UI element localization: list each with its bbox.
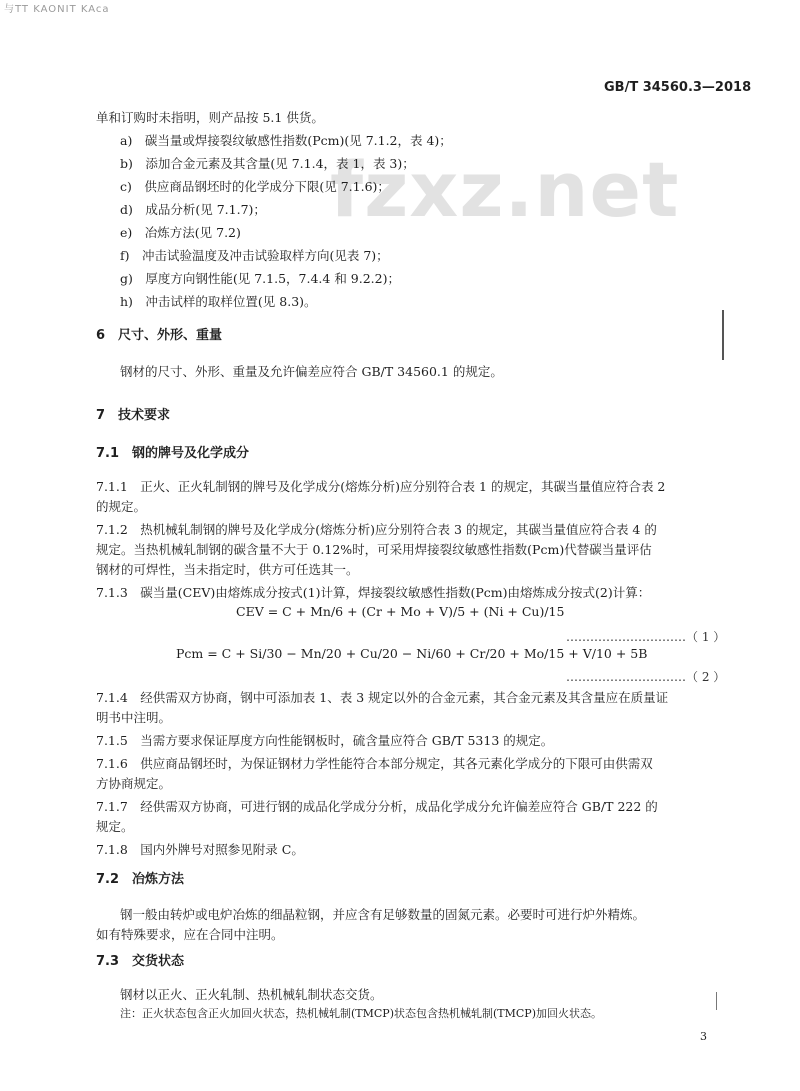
section-7-heading: 7 技术要求: [96, 408, 171, 423]
list-item: f) 冲击试验温度及冲击试验取样方向(见表 7)；: [120, 248, 389, 263]
clause-7-1-6: 7.1.6 供应商品钢坯时，为保证钢材力学性能符合本部分规定，其各元素化学成分的下限可由供需双: [96, 756, 653, 771]
standard-number: GB/T 34560.3—2018: [604, 80, 752, 95]
list-item: b) 添加合金元素及其含量(见 7.1.4，表 1，表 3)；: [120, 156, 415, 171]
formula-2: Pcm = C + Si/30 − Mn/20 + Cu/20 − Ni/60 + Cr/20 + Mo/15 + V/10 + 5B: [176, 646, 648, 661]
list-item: d) 成品分析(见 7.1.7)；: [120, 202, 266, 217]
clause-7-1-1-cont: 的规定。: [96, 499, 147, 514]
site-watermark: fzxz.net: [330, 145, 680, 234]
formula-1: CEV = C + Mn/6 + (Cr + Mo + V)/5 + (Ni + Cu)/15: [236, 604, 565, 619]
clause-7-1-3: 7.1.3 碳当量(CEV)由熔炼成分按式(1)计算，焊接裂纹敏感性指数(Pcm)由熔炼成分按式(2)计算：: [96, 585, 651, 600]
section-7-2-text-cont: 如有特殊要求，应在合同中注明。: [96, 927, 284, 942]
list-item: c) 供应商品钢坯时的化学成分下限(见 7.1.6)；: [120, 179, 390, 194]
formula-2-number: …………………………（ 2 ）: [566, 670, 726, 684]
section-7-2-heading: 7.2 冶炼方法: [96, 872, 185, 887]
clause-7-1-7-cont: 规定。: [96, 819, 134, 834]
section-6-text: 钢材的尺寸、外形、重量及允许偏差应符合 GB/T 34560.1 的规定。: [120, 364, 503, 379]
clause-7-1-2: 7.1.2 热机械轧制钢的牌号及化学成分(熔炼分析)应分别符合表 3 的规定，其碳当量值应符合表 4 的: [96, 522, 657, 537]
section-7-3-heading: 7.3 交货状态: [96, 954, 185, 969]
list-item: g) 厚度方向钢性能(见 7.1.5，7.4.4 和 9.2.2)；: [120, 271, 400, 286]
clause-7-1-2-cont: 规定。当热机械轧制钢的碳含量不大于 0.12%时，可采用焊接裂纹敏感性指数(Pcm)代替碳当量评估: [96, 542, 652, 557]
clause-7-1-8: 7.1.8 国内外牌号对照参见附录 C。: [96, 842, 304, 857]
clause-7-1-6-cont: 方协商规定。: [96, 776, 172, 791]
list-item: e) 冶炼方法(见 7.2): [120, 225, 241, 240]
section-7-2-text: 钢一般由转炉或电炉冶炼的细晶粒钢，并应含有足够数量的固氮元素。必要时可进行炉外精炼。: [120, 907, 646, 922]
clause-7-1-5: 7.1.5 当需方要求保证厚度方向性能钢板时，硫含量应符合 GB/T 5313 的规定。: [96, 733, 554, 748]
list-item: a) 碳当量或焊接裂纹敏感性指数(Pcm)(见 7.1.2，表 4)；: [120, 133, 452, 148]
note: 注：正火状态包含正火加回火状态，热机械轧制(TMCP)状态包含热机械轧制(TMCP)加回火状态。: [120, 1007, 602, 1020]
page-number: 3: [700, 1030, 707, 1043]
clause-7-1-2-cont: 钢材的可焊性，当未指定时，供方可任选其一。: [96, 562, 359, 577]
clause-7-1-4: 7.1.4 经供需双方协商，钢中可添加表 1、表 3 规定以外的合金元素，其合金元素及其含量应在质量证: [96, 690, 669, 705]
formula-1-number: …………………………（ 1 ）: [566, 630, 726, 644]
section-7-1-heading: 7.1 钢的牌号及化学成分: [96, 446, 250, 461]
clause-7-1-7: 7.1.7 经供需双方协商，可进行钢的成品化学成分分析，成品化学成分允许偏差应符合 GB/T 222 的: [96, 799, 658, 814]
clause-7-1-1: 7.1.1 正火、正火轧制钢的牌号及化学成分(熔炼分析)应分别符合表 1 的规定，其碳当量值应符合表 2: [96, 479, 666, 494]
margin-tick: [716, 992, 717, 1010]
clause-7-1-4-cont: 明书中注明。: [96, 710, 172, 725]
section-6-heading: 6 尺寸、外形、重量: [96, 328, 223, 343]
margin-bar: [722, 310, 724, 360]
top-watermark: 与TT KAONIT KAca: [4, 4, 110, 15]
section-7-3-text: 钢材以正火、正火轧制、热机械轧制状态交货。: [120, 987, 383, 1002]
list-item: h) 冲击试样的取样位置(见 8.3)。: [120, 294, 317, 309]
intro-line: 单和订购时未指明，则产品按 5.1 供货。: [96, 110, 324, 125]
